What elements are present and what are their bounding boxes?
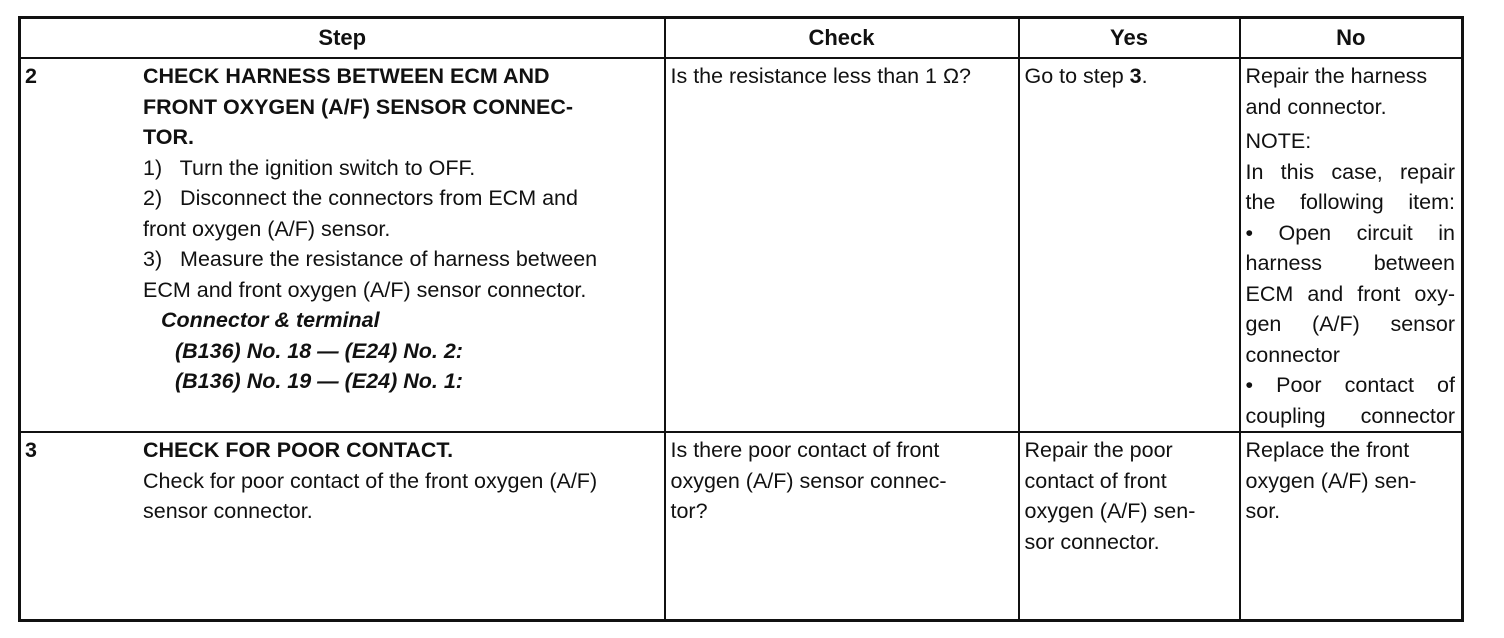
yes-prefix: Go to step xyxy=(1024,64,1130,88)
instruction-line: sensor connector. xyxy=(143,499,313,523)
note-label: NOTE: xyxy=(1245,129,1312,153)
step-title-line: FRONT OXYGEN (A/F) SENSOR CONNEC- xyxy=(143,94,574,119)
yes-cell xyxy=(1019,58,1240,432)
step-title-line: TOR. xyxy=(143,125,194,149)
note-line: the following item: xyxy=(1245,190,1455,214)
step-number: 2 xyxy=(25,64,37,88)
check-line: oxygen (A/F) sensor connec- xyxy=(670,468,947,493)
no-cell xyxy=(1240,432,1463,621)
note-line: connector xyxy=(1245,342,1340,367)
yes-line: oxygen (A/F) sen- xyxy=(1024,499,1196,523)
step-number: 3 xyxy=(25,438,37,462)
header-yes: Yes xyxy=(1019,18,1240,59)
no-line: oxygen (A/F) sen- xyxy=(1245,468,1417,493)
table-header-row xyxy=(20,18,1463,59)
instruction-line: 3) Measure the resistance of harness between xyxy=(143,247,598,271)
yes-text xyxy=(1020,59,1239,92)
yes-line: Repair the poor xyxy=(1024,438,1173,462)
table-row xyxy=(20,432,1463,621)
note-line: harness between xyxy=(1245,251,1455,275)
check-line: Is there poor contact of front xyxy=(670,438,940,462)
note-line: • Open circuit in xyxy=(1245,220,1455,245)
step-title-line: CHECK HARNESS BETWEEN ECM AND xyxy=(143,64,550,88)
yes-step-number: 3 xyxy=(1129,64,1142,88)
yes-cell xyxy=(1019,432,1240,621)
note-line: gen (A/F) sensor xyxy=(1245,312,1455,336)
yes-line: sor connector. xyxy=(1024,529,1160,554)
check-cell xyxy=(665,58,1019,432)
note-line: ECM and front oxy- xyxy=(1245,281,1455,306)
yes-suffix: . xyxy=(1141,64,1148,88)
check-cell xyxy=(665,432,1019,621)
header-step: Step xyxy=(20,18,665,59)
connector-label: Connector & terminal xyxy=(161,308,380,332)
instruction-line: ECM and front oxygen (A/F) sensor connector. xyxy=(143,277,587,302)
check-line: tor? xyxy=(670,499,708,523)
instruction-line: 2) Disconnect the connectors from ECM and xyxy=(143,186,578,210)
header-no: No xyxy=(1240,18,1463,59)
connector-terminal-line: (B136) No. 19 — (E24) No. 1: xyxy=(175,369,463,393)
yes-line: contact of front xyxy=(1024,468,1167,493)
instruction-line: front oxygen (A/F) sensor. xyxy=(143,216,391,241)
note-line: In this case, repair xyxy=(1245,159,1455,184)
note-line: coupling connector xyxy=(1245,403,1455,428)
no-line: Repair the harness xyxy=(1245,64,1428,88)
step-cell xyxy=(20,58,665,432)
instruction-line: Check for poor contact of the front oxygen (A/F) xyxy=(143,468,598,493)
table-row xyxy=(20,58,1463,432)
step-cell xyxy=(20,432,665,621)
no-line: and connector. xyxy=(1245,94,1387,119)
no-line: sor. xyxy=(1245,499,1281,523)
check-text: Is the resistance less than 1 Ω? xyxy=(670,64,972,88)
connector-terminal-line: (B136) No. 18 — (E24) No. 2: xyxy=(175,338,463,363)
step-title-line: CHECK FOR POOR CONTACT. xyxy=(143,438,454,462)
no-cell xyxy=(1240,58,1463,432)
diagnostic-table xyxy=(18,16,1464,622)
instruction-line: 1) Turn the ignition switch to OFF. xyxy=(143,155,476,180)
header-check: Check xyxy=(665,18,1019,59)
no-line: Replace the front xyxy=(1245,438,1410,462)
note-line: • Poor contact of xyxy=(1245,373,1455,397)
